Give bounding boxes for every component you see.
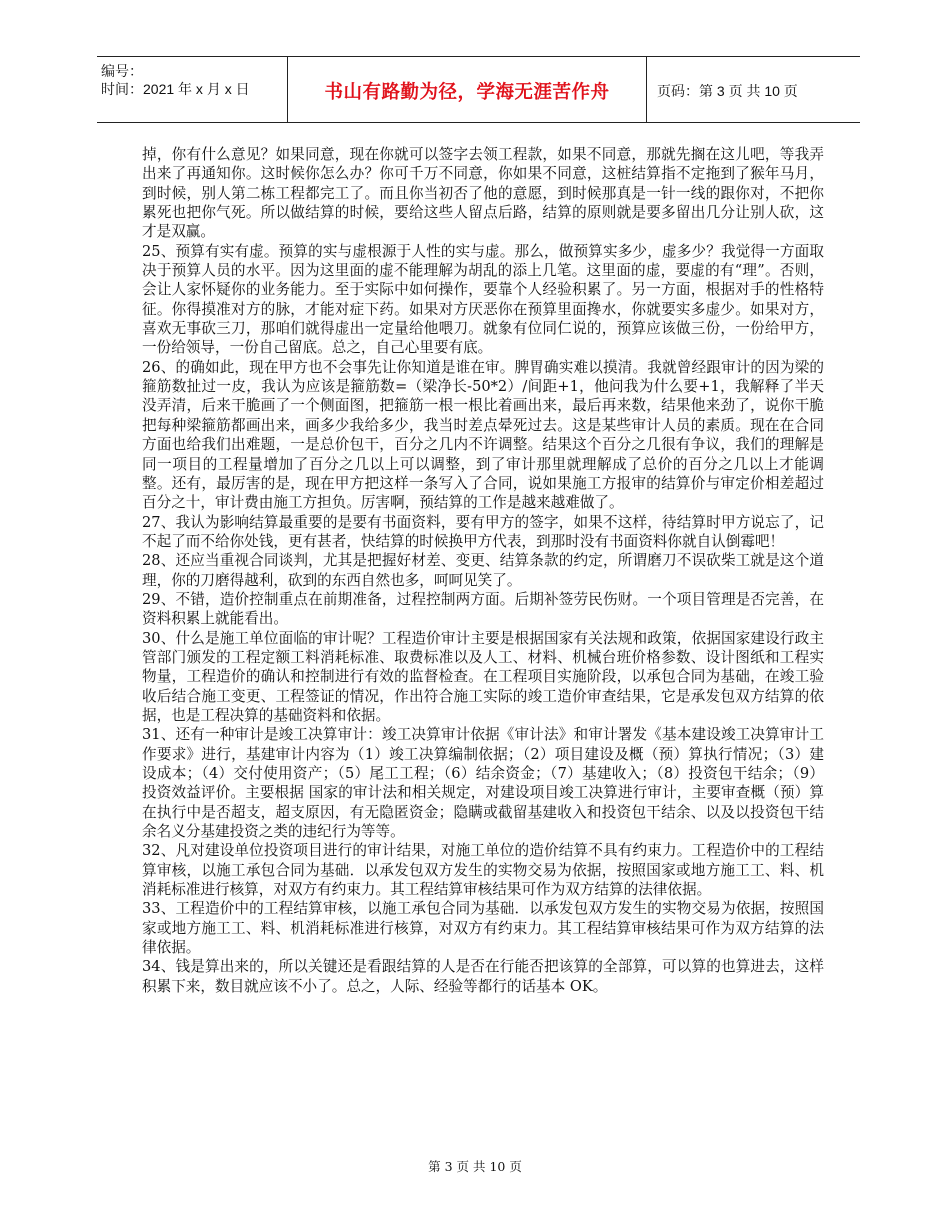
paragraph-28: 28、还应当重视合同谈判，尤其是把握好材差、变更、结算条款的约定，所谓磨刀不误砍柴工就是这个道理，你的刀磨得越利，砍到的东西自然也多，呵呵见笑了。 xyxy=(142,552,824,589)
document-body xyxy=(142,145,824,996)
page-footer: 第 3 页 共 10 页 xyxy=(428,1159,522,1174)
header-page-number: 页码：第 3 页 共 10 页 xyxy=(657,83,798,99)
paragraph-29: 29、不错，造价控制重点在前期准备，过程控制两方面。后期补签劳民伤财。一个项目管理是否完善，在资料积累上就能看出。 xyxy=(142,590,824,628)
header-center-cell xyxy=(287,57,647,122)
paragraph-26: 26、的确如此，现在甲方也不会事先让你知道是谁在审。脾胃确实难以摸清。我就曾经跟审计的因为梁的箍筋数扯过一皮，我认为应该是箍筋数=（梁净长-50*2）/间距+1，他问我为什么要+1，我解释了半天没弄清，后来干脆画了一个侧面图，把箍筋一根一根比着画出来，最后再来数，结果他来劲了，说你干脆把每种梁箍筋都画出来，画多少我给多少，我当时差点晕死过去。这是某些审计人员的素质。现在在合同方面也给我们出难题，一是总价包干，百分之几内不许调整。结果这个百分之几很有争议，我们的理解是同一项目的工程量增加了百分之几以上可以调整，到了审计那里就理解成了总价的百分之几以上才能调整。还有，最厉害的是，现在甲方把这样一条写入了合同，说如果施工方报审的结算价与审定价相差超过百分之十，审计费由施工方担负。厉害啊，预结算的工作是越来越难做了。 xyxy=(142,358,824,512)
page-header xyxy=(97,56,860,123)
document-date-label: 时间：2021 年 x 月 x 日 xyxy=(101,81,250,97)
paragraph-27: 27、我认为影响结算最重要的是要有书面资料，要有甲方的签字，如果不这样，待结算时甲方说忘了，记不起了而不给你处钱，更有甚者，快结算的时候换甲方代表，到那时没有书面资料你就自认倒霉吧！ xyxy=(142,513,824,550)
paragraph-33: 33、工程造价中的工程结算审核，以施工承包合同为基础．以承发包双方发生的实物交易为依据，按照国家或地方施工工、料、机消耗标准进行核算，对双方有约束力。其工程结算审核结果可作为双方结算的法律依据。 xyxy=(142,900,824,957)
paragraph-continuation: 掉，你有什么意见？如果同意，现在你就可以签字去领工程款，如果不同意，那就先搁在这儿吧，等我弄出来了再通知你。这时候你怎么办？你可千万不同意，你如果不同意，这桩结算指不定拖到了猴年马月，到时候，别人第二栋工程都完工了。而且你当初否了他的意愿，到时候那真是一针一线的跟你对，不把你累死也把你气死。所以做结算的时候，要给这些人留点后路，结算的原则就是要多留出几分让别人砍，这才是双赢。 xyxy=(142,146,824,241)
paragraph-25: 25、预算有实有虚。预算的实与虚根源于人性的实与虚。那么，做预算实多少，虚多少？我觉得一方面取决于预算人员的水平。因为这里面的虚不能理解为胡乱的添上几笔。这里面的虚，要虚的有“理”。否则，会让人家怀疑你的业务能力。至于实际中如何操作，要靠个人经验积累了。另一方面，根据对手的性格特征。你得摸准对方的脉，才能对症下药。如果对方厌恶你在预算里面搀水，你就要实多虚少。如果对方，喜欢无事砍三刀，那咱们就得虚出一定量给他喂刀。就象有位同仁说的，预算应该做三份，一份给甲方，一份给领导，一份自己留底。总之，自己心里要有底。 xyxy=(142,242,824,357)
header-motto: 书山有路勤为径，学海无涯苦作舟 xyxy=(324,82,610,103)
paragraph-34: 34、钱是算出来的，所以关键还是看跟结算的人是否在行能否把该算的全部算，可以算的也算进去，这样积累下来，数目就应该不小了。总之，人际、经验等都行的话基本 OK。 xyxy=(142,958,824,995)
paragraph-30: 30、什么是施工单位面临的审计呢？工程造价审计主要是根据国家有关法规和政策，依据国家建设行政主管部门颁发的工程定额工料消耗标准、取费标准以及人工、材料、机械台班价格参数、设计图纸和工程实物量，工程造价的确认和控制进行有效的监督检查。在工程项目实施阶段，以承包合同为基础，在竣工验收后结合施工变更、工程签证的情况，作出符合施工实际的竣工造价审查结果，它是承发包双方结算的依据，也是工程决算的基础资料和依据。 xyxy=(142,629,824,724)
paragraph-32: 32、凡对建设单位投资项目进行的审计结果，对施工单位的造价结算不具有约束力。工程造价中的工程结算审核，以施工承包合同为基础．以承发包双方发生的实物交易为依据，按照国家或地方施工工、料、机消耗标准进行核算，对双方有约束力。其工程结算审核结果可作为双方结算的法律依据。 xyxy=(142,842,824,899)
header-right-cell xyxy=(647,57,860,122)
paragraph-31: 31、还有一种审计是竣工决算审计：竣工决算审计依据《审计法》和审计署发《基本建设竣工决算审计工作要求》进行，基建审计内容为（1）竣工决算编制依据；（2）项目建设及概（预）算执行情况；（3）建设成本；（4）交付使用资产；（5）尾工工程；（6）结余资金；（7）基建收入；（8）投资包干结余；（9）投资效益评价。主要根据 国家的审计法和相关规定，对建设项目竣工决算进行审计，主要审查概（预）算在执行中是否超支，超支原因，有无隐匿资金；隐瞒或截留基建收入和投资包干结余、以及以投资包干结余名义分基建投资之类的违纪行为等等。 xyxy=(142,726,824,841)
document-number-label: 编号： xyxy=(101,63,143,79)
header-left-cell xyxy=(97,57,287,122)
